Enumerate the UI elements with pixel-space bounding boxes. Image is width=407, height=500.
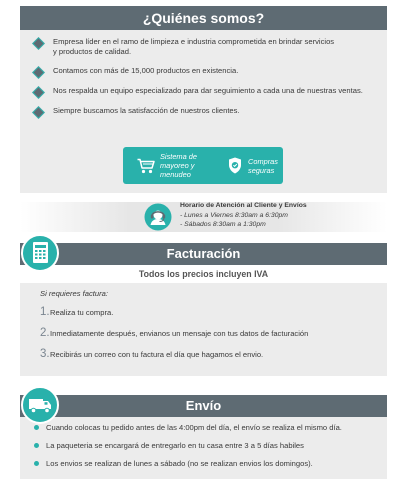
invoice-icon (23, 236, 57, 270)
horario-atencion (20, 198, 387, 236)
horario-line: - Lunes a Viernes 8:30am a 6:30pm (180, 211, 288, 219)
envio-title: Envío (20, 395, 387, 417)
bullet-icon (34, 443, 39, 448)
headset-icon (144, 203, 172, 231)
step-number: 2. (40, 327, 50, 339)
list-item-text: Nos respalda un equipo especializado para dar seguimiento a cada una de nuestras ventas. (53, 86, 363, 95)
step-text: Inmediatamente después, envianos un mensaje con tus datos de facturación (50, 329, 309, 338)
step-text: Recibirás un correo con tu factura el día que hagamos el envio. (50, 350, 264, 359)
mayoreo-label: Sistema de mayoreo y menudeo (160, 152, 197, 179)
diamond-bullet-icon (32, 37, 43, 48)
facturacion-body (20, 283, 387, 376)
list-item (32, 106, 375, 117)
list-item (40, 306, 367, 318)
list-item-text: Los envios se realizan de lunes a sábado (no se realizan envios los domingos). (46, 459, 313, 468)
diamond-bullet-icon (32, 106, 43, 117)
diamond-bullet-icon (32, 66, 43, 77)
list-item-text: Contamos con más de 15,000 productos en existencia. (53, 66, 239, 75)
horario-title: Horario de Atención al Cliente y Envíos (180, 202, 307, 209)
envio-badge (21, 386, 59, 424)
list-item (34, 423, 373, 432)
list-item (32, 37, 375, 57)
list-item (34, 459, 373, 468)
list-item (32, 86, 375, 97)
list-item-text: Empresa líder en el ramo de limpieza e industria comprometida en brindar servicios (53, 37, 335, 46)
list-item (34, 441, 373, 450)
cart-icon (137, 158, 155, 174)
list-item-text: Cuando colocas tu pedido antes de las 4:00pm del día, el envío se realiza el mismo día. (46, 423, 342, 432)
compras-seguras-label: Compras seguras (248, 156, 278, 175)
diamond-bullet-icon (32, 86, 43, 97)
bullet-icon (34, 461, 39, 466)
benefits-badge (123, 147, 283, 184)
envio-body (20, 417, 387, 479)
quienes-somos-section (20, 6, 387, 193)
facturacion-intro: Si requieres factura: (40, 289, 108, 298)
delivery-truck-icon (23, 388, 57, 422)
list-item-text: Siempre buscamos la satisfacción de nuestros clientes. (53, 106, 240, 115)
list-item (40, 327, 367, 339)
quienes-somos-title: ¿Quiénes somos? (20, 6, 387, 30)
facturacion-badge (21, 234, 59, 272)
list-item (32, 66, 375, 77)
list-item (40, 348, 367, 360)
horario-line: - Sábados 8:30am a 1:30pm (180, 221, 266, 228)
facturacion-title: Facturación (20, 243, 387, 265)
step-number: 1. (40, 306, 50, 318)
step-text: Realiza tu compra. (50, 308, 114, 317)
quienes-somos-list (20, 30, 387, 117)
list-item-text: y productos de calidad. (53, 47, 132, 56)
step-number: 3. (40, 348, 50, 360)
list-item-text: La paqueteria se encargará de entregarlo en tu casa entre 3 a 5 días habiles (46, 441, 304, 450)
facturacion-subtitle: Todos los precios incluyen IVA (20, 266, 387, 282)
shield-check-icon (228, 157, 242, 174)
horario-text (180, 201, 307, 230)
